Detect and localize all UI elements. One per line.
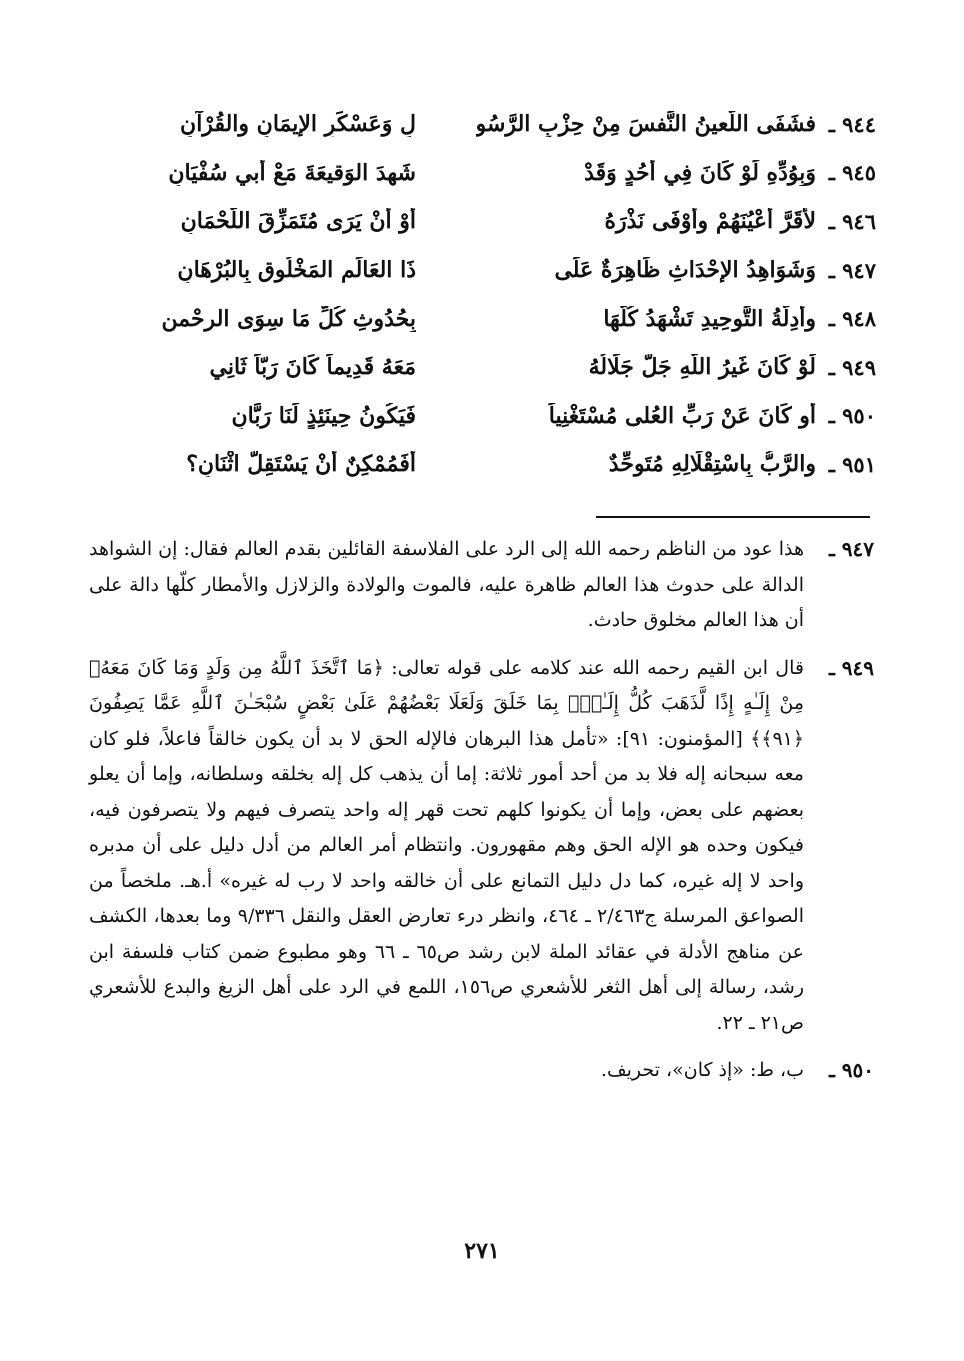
verse-first-hemistich: أو كَانَ عَنْ رَبِّ العُلى مُسْتَغْنِياً bbox=[548, 402, 816, 429]
verse-number: ٩٥٠ ـ bbox=[828, 403, 876, 429]
verse-second-hemistich: مَعَهُ قَدِيماً كَانَ رَبّاً ثَانِي bbox=[209, 354, 416, 381]
footnote-text bbox=[89, 651, 804, 1042]
footnote-paragraph: ب، ط: «إذ كان»، تحريف. bbox=[600, 1059, 804, 1081]
verse-second-hemistich: لِ وَعَسْكَرِ الإيمَانِ والقُرْآنِ bbox=[180, 111, 416, 138]
footnote-number: ٩٤٩ ـ bbox=[828, 655, 874, 680]
verse-row bbox=[76, 343, 876, 392]
verse-first-hemistich: وأدِلَّةُ التَّوحِيدِ تَشْهَدُ كُلُّهَا bbox=[603, 305, 816, 332]
verse-second-hemistich: فَيَكُونُ حِينَئِذٍ لَنَا رَبَّانِ bbox=[231, 402, 416, 429]
footnote-text bbox=[89, 1053, 804, 1089]
footnotes bbox=[89, 532, 874, 1101]
verse-second-hemistich: أفَمُمْكِنٌ أنْ يَسْتَقِلَّ اثْنَانِ؟ bbox=[186, 451, 416, 478]
verse-first-hemistich: فشَفَى اللَّعينُ النَّفسَ مِنْ حِزْبِ الرَّسُو bbox=[476, 111, 816, 138]
verse-second-hemistich: شَهِدَ الوَقيعَةَ مَعْ أبي سُفْيَانِ bbox=[168, 159, 416, 186]
verse-number: ٩٤٥ ـ bbox=[828, 160, 876, 186]
footnote-divider bbox=[596, 516, 870, 518]
verse-first-hemistich: لَوْ كَانَ غَيرُ اللَّهِ جَلَّ جَلَالُهُ bbox=[588, 354, 816, 381]
verse-row bbox=[76, 246, 876, 295]
verse-second-hemistich: بِحُدُوثِ كُلِّ مَا سِوَى الرحْمنِ bbox=[161, 305, 416, 332]
verse-row bbox=[76, 440, 876, 489]
verse-row bbox=[76, 100, 876, 149]
verse-first-hemistich: وَشَوَاهِدُ الإحْدَاثِ ظَاهِرَةٌ عَلَى bbox=[554, 257, 816, 284]
footnote bbox=[89, 651, 874, 1042]
verse-second-hemistich: أوْ أنْ يَرَى مُتَمَزِّقَ اللُّحْمَانِ bbox=[180, 208, 416, 235]
verse-row bbox=[76, 294, 876, 343]
verse-number: ٩٤٦ ـ bbox=[828, 208, 876, 234]
verse-first-hemistich: والرَّبُّ بِاسْتِقْلَالِهِ مُتَوحِّدٌ bbox=[608, 451, 816, 478]
verse-number: ٩٥١ ـ bbox=[828, 451, 876, 477]
verse-number: ٩٤٤ ـ bbox=[828, 111, 876, 137]
footnote-text bbox=[89, 532, 804, 639]
verse-number: ٩٤٧ ـ bbox=[828, 257, 876, 283]
page-number: ٢٧١ bbox=[464, 1238, 500, 1264]
verse-number: ٩٤٨ ـ bbox=[828, 306, 876, 332]
footnote-paragraph: قال ابن القيم رحمه الله عند كلامه على قوله تعالى: ﴿مَا ٱتَّخَذَ ٱللَّهُ مِن وَلَدٍ وَمَا كَانَ مَعَهُۥ مِنْ إِلَـٰهٍ إِذًا لَّذَهَبَ كُلُّ إِلَـٰهِۭ بِمَا خَلَقَ وَلَعَلَا بَعْضُهُمْ عَلَىٰ بَعْضٍ سُبْحَـٰنَ ٱللَّهِ عَمَّا يَصِفُونَ ﴿٩١﴾﴾ [المؤمنون: ٩١]: «تأمل هذا البرهان فالإله الحق لا بد أن يكون خالقاً فاعلاً، فلو كان معه سبحانه إله فلا بد من أحد أمور ثلاثة: إما أن يذهب كل إله بخلقه وسلطانه، وإما أن يعلو بعضهم على بعض، وإما أن يكونوا كلهم تحت قهر إله واحد يتصرف فيهم ولا يتصرفون فيه، فيكون وحده هو الإله الحق وهم مقهورون. وانتظام أمر العالم من أدل دليل على أن مدبره واحد لا إله غيره، كما دل دليل التمانع على أن خالقه واحد لا رب له غيره» أ.هـ. ملخصاً من الصواعق المرسلة ج٢/٤٦٣ ـ ٤٦٤، وانظر درء تعارض العقل والنقل ٩/٣٣٦ وما بعدها، الكشف عن مناهج الأدلة في عقائد الملة لابن رشد ص٦٥ ـ ٦٦ وهو مطبوع ضمن كتاب فلسفة ابن رشد، رسالة إلى أهل الثغر للأشعري ص١٥٦، اللمع في الرد على أهل الزيغ والبدع للأشعري ص٢١ ـ ٢٢. bbox=[89, 656, 804, 1034]
verse-row bbox=[76, 392, 876, 441]
poem-verses bbox=[76, 100, 876, 489]
footnote bbox=[89, 532, 874, 639]
verse-second-hemistich: ذَا العَالَمِ المَخْلُوقِ بِالبُرْهَانِ bbox=[177, 257, 416, 284]
verse-number: ٩٤٩ ـ bbox=[828, 354, 876, 380]
footnote-number: ٩٥٠ ـ bbox=[828, 1058, 874, 1082]
verse-first-hemistich: وَبِوُدِّهِ لَوْ كَانَ فِي أُحُدٍ وَقَدْ bbox=[584, 159, 816, 186]
footnote-paragraph: هذا عود من الناظم رحمه الله إلى الرد على الفلاسفة القائلين بقدم العالم فقال: إن الشواهد الدالة على حدوث هذا العالم ظاهرة عليه، فالموت والولادة والزلازل والأمطار كلّها دالة على أن هذا العالم مخلوق حادث. bbox=[89, 538, 804, 631]
footnote bbox=[89, 1053, 874, 1089]
verse-first-hemistich: لأقَرَّ أعْيُنَهُمْ وأوْفَى نَذْرَهُ bbox=[604, 208, 816, 235]
verse-row bbox=[76, 197, 876, 246]
footnote-number: ٩٤٧ ـ bbox=[828, 537, 874, 561]
verse-row bbox=[76, 149, 876, 198]
